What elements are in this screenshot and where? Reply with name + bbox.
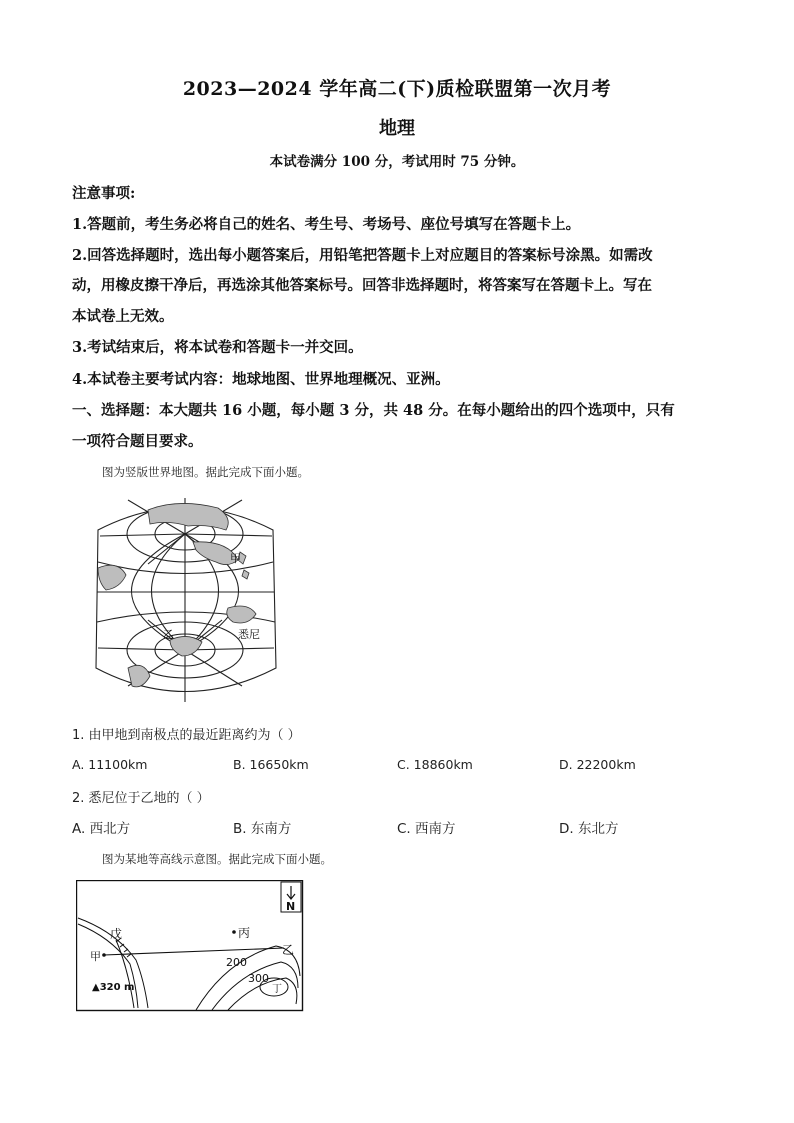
label-jia: 甲: [230, 552, 241, 565]
question-1-option-b[interactable]: B. 16650km: [233, 757, 309, 772]
notes-item-2-line-2: 动，用橡皮擦干净后，再选涂其他答案标号。回答非选择题时，将答案写在答题卡上。写在: [72, 277, 652, 294]
label-wu: 戊: [110, 927, 123, 941]
landmass-africa: [98, 565, 126, 590]
question-1-stem: 1. 由甲地到南极点的最近距离约为（ ）: [72, 728, 301, 743]
notes-heading: 注意事项:: [72, 185, 136, 202]
notes-item-3: 3.考试结束后，将本试卷和答题卡一并交回。: [72, 339, 363, 356]
label-bing: 丙: [238, 926, 251, 940]
question-2-option-c[interactable]: C. 西南方: [397, 821, 456, 837]
section1-instruction-line-2: 一项符合题目要求。: [72, 433, 203, 450]
notes-item-2-line-3: 本试卷上无效。: [72, 308, 174, 325]
landmass-antarctica: [170, 636, 202, 656]
question-2-option-b[interactable]: B. 东南方: [233, 821, 292, 837]
north-label: N: [286, 900, 296, 913]
landmass-north: [148, 503, 228, 530]
map1-intro: 图为竖版世界地图。据此完成下面小题。: [102, 465, 309, 479]
contour-label-300: 300: [248, 972, 269, 985]
map2-intro: 图为某地等高线示意图。据此完成下面小题。: [102, 852, 332, 866]
question-1-option-d[interactable]: D. 22200km: [559, 757, 636, 772]
contour-label-200: 200: [226, 956, 247, 969]
label-ding: 丁: [272, 984, 282, 995]
label-sydney: 悉尼: [238, 628, 260, 641]
notes-item-1: 1.答题前，考生务必将自己的姓名、考生号、考场号、座位号填写在答题卡上。: [72, 216, 581, 233]
question-1-option-c[interactable]: C. 18860km: [397, 757, 473, 772]
notes-item-2-line-1: 2.回答选择题时，选出每小题答案后，用铅笔把答题卡上对应题目的答案标号涂黑。如需改: [72, 247, 653, 264]
label-jia-2: 甲: [90, 950, 101, 963]
peak-elevation-label: ▲320 m: [92, 982, 135, 993]
label-yi-2: 乙: [282, 943, 295, 957]
landmass-south-america: [128, 665, 150, 687]
question-2-option-d[interactable]: D. 东北方: [559, 821, 619, 837]
section1-instruction-line-1: 一、选择题：本大题共 16 小题，每小题 3 分，共 48 分。在每小题给出的四个选项中，只有: [72, 402, 675, 419]
label-yi: 乙: [163, 628, 174, 641]
question-2-option-a[interactable]: A. 西北方: [72, 821, 131, 837]
landmass-australia: [227, 606, 256, 623]
question-2-stem: 2. 悉尼位于乙地的（ ）: [72, 791, 210, 806]
subject-title: 地理: [379, 118, 415, 139]
score-time-line: 本试卷满分 100 分，考试用时 75 分钟。: [269, 154, 525, 170]
question-1-option-a[interactable]: A. 11100km: [72, 757, 148, 772]
vertical-world-map-figure: [78, 490, 293, 708]
contour-map-figure: [76, 880, 304, 1014]
notes-item-4: 4.本试卷主要考试内容：地球地图、世界地理概况、亚洲。: [72, 371, 450, 388]
exam-title: 2023—2024 学年高二(下)质检联盟第一次月考: [182, 78, 612, 100]
